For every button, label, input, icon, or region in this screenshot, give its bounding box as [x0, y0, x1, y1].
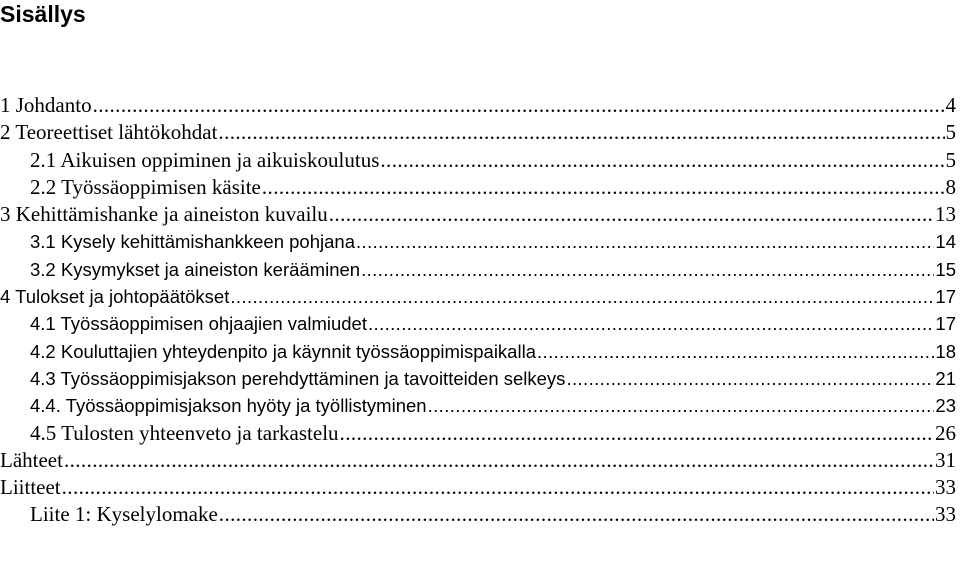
toc-entry-page: 5 [945, 147, 956, 172]
dot-leader [62, 474, 934, 501]
toc-entry-label: Liitteet [0, 475, 61, 500]
toc-entry-label: 2.1 Aikuisen oppiminen ja aikuiskoulutus [30, 147, 380, 172]
toc-entry-page: 17 [935, 313, 956, 335]
toc-entry-page: 15 [935, 258, 956, 280]
dot-leader [356, 228, 934, 255]
toc-entry-page: 33 [935, 475, 956, 500]
toc-entry-page: 13 [935, 202, 956, 227]
toc-entry[interactable] [0, 420, 956, 447]
dot-leader [329, 201, 934, 228]
dot-leader [230, 283, 934, 310]
toc-entry-page: 31 [935, 447, 956, 472]
toc-entry-page: 26 [935, 420, 956, 445]
dot-leader [340, 420, 934, 447]
dot-leader [64, 447, 934, 474]
toc-entry[interactable] [0, 283, 956, 310]
toc-entry[interactable] [0, 392, 956, 419]
toc-entry[interactable] [0, 228, 956, 255]
toc-entry-label: 3 Kehittämishanke ja aineiston kuvailu [0, 202, 328, 227]
toc-entry-label: 1 Johdanto [0, 93, 92, 117]
toc-entry[interactable] [0, 92, 956, 119]
dot-leader [361, 256, 934, 283]
toc-entry-page: 23 [935, 395, 956, 417]
toc-entry-label: 2.2 Työssäoppimisen käsite [30, 174, 261, 199]
dot-leader [380, 147, 944, 174]
toc-entry[interactable] [0, 147, 956, 174]
toc-entry[interactable] [0, 501, 956, 528]
toc-entry[interactable] [0, 256, 956, 283]
toc-entry[interactable] [0, 174, 956, 201]
dot-leader [219, 501, 934, 528]
toc-entry[interactable] [0, 201, 956, 228]
toc-entry-label: 2 Teoreettiset lähtökohdat [0, 120, 218, 145]
toc-entry-page: 33 [935, 502, 956, 527]
toc-entry-page: 14 [935, 231, 956, 253]
toc-entry[interactable] [0, 474, 956, 501]
toc-entry-label: 4.1 Työssäoppimisen ohjaajien valmiudet [30, 313, 367, 335]
dot-leader [218, 119, 944, 146]
toc-entry-label: 3.2 Kysymykset ja aineiston kerääminen [30, 258, 361, 280]
toc-entry[interactable] [0, 338, 956, 365]
toc-entry-page: 4 [945, 93, 956, 117]
toc-entry-label: Lähteet [0, 447, 63, 472]
dot-leader [537, 338, 934, 365]
toc-entry[interactable] [0, 119, 956, 146]
toc-entry-label: 4.3 Työssäoppimisjakson perehdyttäminen ja tavoitteiden selkeys [30, 367, 566, 389]
toc-entry-page: 17 [935, 286, 956, 308]
dot-leader [428, 392, 935, 419]
toc-entry-label: 3.1 Kysely kehittämishankkeen pohjana [30, 231, 355, 253]
toc-entry-page: 21 [935, 367, 956, 389]
toc-entry[interactable] [0, 310, 956, 337]
toc-entry-page: 8 [945, 174, 956, 199]
toc-entry-label: 4 Tulokset ja johtopäätökset [0, 286, 230, 308]
toc-entry-label: 4.5 Tulosten yhteenveto ja tarkastelu [30, 420, 339, 445]
dot-leader [566, 365, 934, 392]
toc-entry[interactable] [0, 365, 956, 392]
toc-entry-label: 4.2 Kouluttajien yhteydenpito ja käynnit työssäoppimispaikalla [30, 340, 536, 362]
table-of-contents [0, 92, 956, 529]
toc-entry-label: 4.4. Työssäoppimisjakson hyöty ja työllistyminen [30, 395, 427, 417]
toc-entry[interactable] [0, 447, 956, 474]
toc-entry-page: 18 [935, 340, 956, 362]
dot-leader [93, 92, 945, 119]
toc-entry-label: Liite 1: Kyselylomake [30, 502, 218, 527]
dot-leader [368, 310, 934, 337]
dot-leader [262, 174, 945, 201]
page-title: Sisällys [0, 1, 86, 27]
toc-entry-page: 5 [945, 120, 956, 145]
